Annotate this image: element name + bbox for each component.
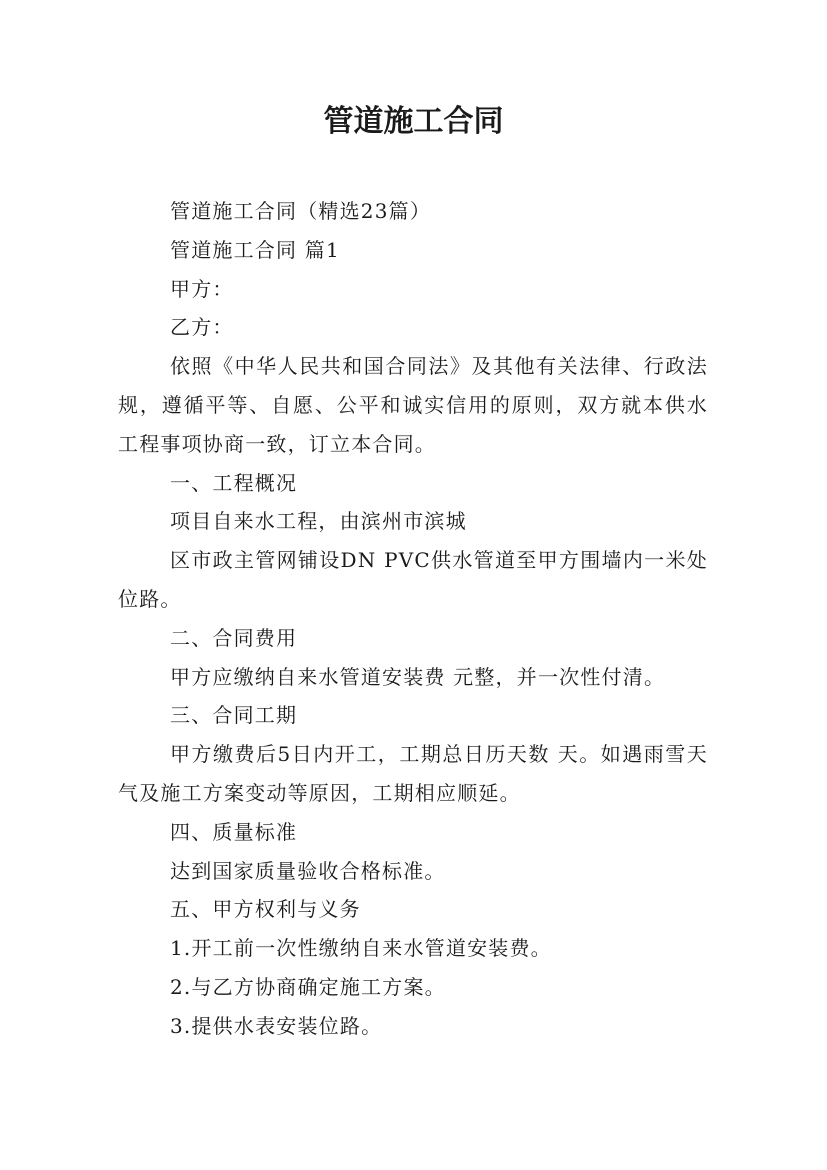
paragraph-text: 甲方应缴纳自来水管道安装费 元整，并一次性付清。 (170, 664, 666, 689)
paragraph-preamble: 依照《中华人民共和国合同法》及其他有关法律、行政法规，遵循平等、自愿、公平和诚实信用的原则，双方就本供水工程事项协商一致，订立本合同。 (118, 354, 708, 456)
paragraph-list-item: 1.开工前一次性缴纳自来水管道安装费。 (170, 936, 552, 961)
paragraph-text: 区市政主管网铺设DN PVC供水管道至甲方围墙内一米处位路。 (118, 548, 708, 611)
paragraph-heading-fees: 二、合同费用 (170, 625, 298, 650)
paragraph-heading-overview: 一、工程概况 (170, 470, 298, 495)
document-title: 管道施工合同 (323, 104, 504, 139)
paragraph-list-item: 3.提供水表安装位路。 (170, 1013, 383, 1038)
paragraph-heading-schedule: 三、合同工期 (170, 703, 298, 728)
paragraph-heading-quality: 四、质量标准 (170, 819, 298, 844)
paragraph-text: 项目自来水工程，由滨州市滨城 (170, 509, 467, 534)
paragraph-section-heading: 管道施工合同 篇1 (170, 237, 340, 262)
paragraph-party-b: 乙方： (170, 315, 234, 340)
paragraph-party-a: 甲方： (170, 276, 234, 301)
document-body (118, 192, 708, 1046)
paragraph-heading-party-a-duties: 五、甲方权利与义务 (170, 897, 361, 922)
paragraph-subtitle: 管道施工合同（精选23篇） (170, 199, 432, 223)
paragraph-list-item: 2.与乙方协商确定施工方案。 (170, 974, 446, 999)
paragraph-text: 甲方缴费后5日内开工，工期总日历天数 天。如遇雨雪天气及施工方案变动等原因，工期相应顺延。 (118, 742, 708, 805)
paragraph-text: 达到国家质量验收合格标准。 (170, 858, 446, 883)
